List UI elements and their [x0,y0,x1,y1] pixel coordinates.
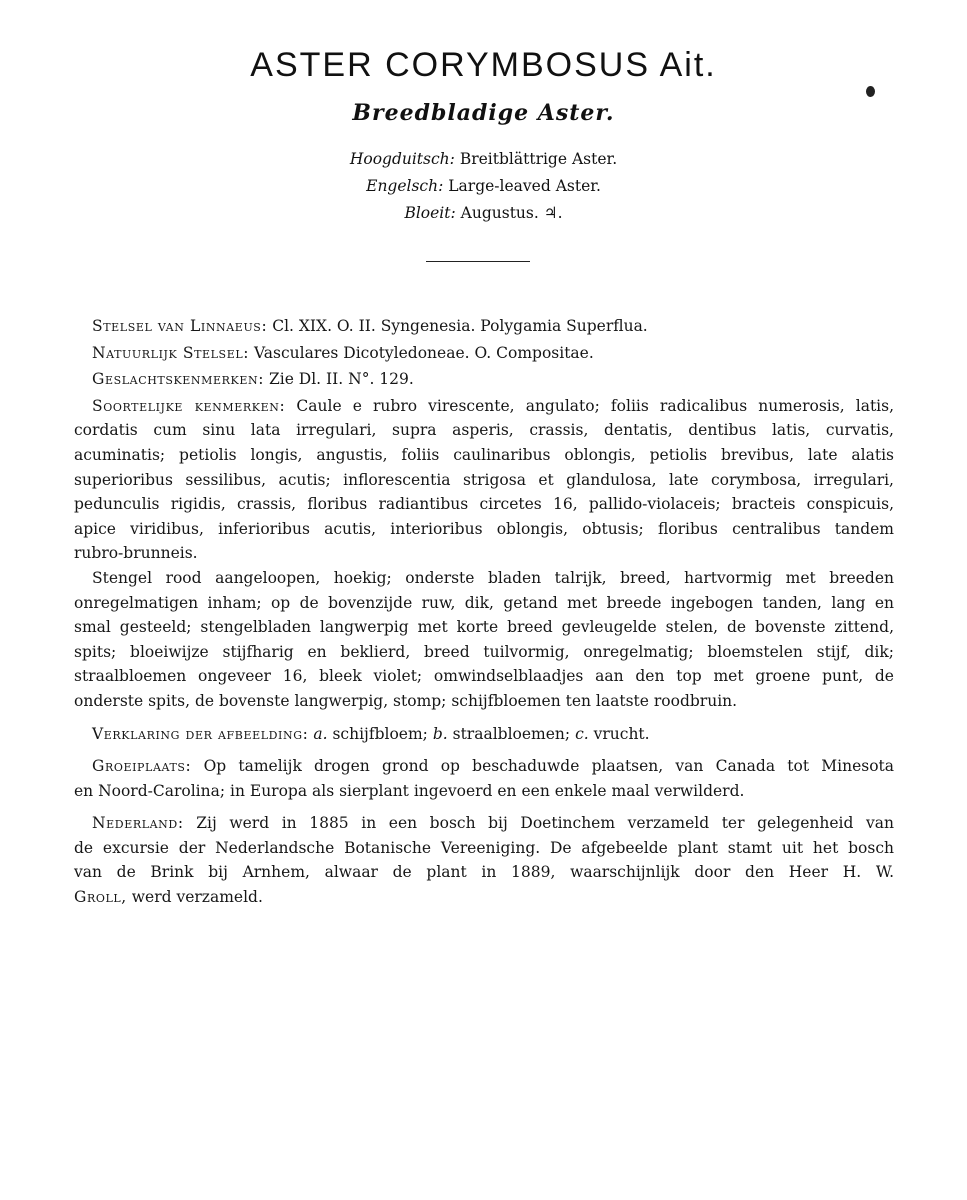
linnaeus-system [74,314,894,339]
flowering-label: Bloeit: [404,204,456,222]
habitat-section [74,754,894,803]
species-label: Soortelijke kenmerken: [92,396,286,415]
vernacular-names [0,146,967,227]
netherlands-line: de excursie der Nederlandsche Botanische Vereeniging. De afgebeelde plant stamt uit het bosch [74,838,894,857]
description-line: onregelmatigen inham; op de bovenzijde ruw, dik, getand met breede ingebogen tanden, lang en [74,593,894,612]
genus-text: Zie Dl. II. N°. 129. [268,370,414,389]
english-label: Engelsch: [366,177,444,195]
description-line: smal gesteeld; stengelbladen langwerpig met korte breed gevleugelde stelen, de bovenste zittend, [74,618,894,637]
german-value: Breitblättrige Aster. [459,150,618,168]
species-line: apice viridibus, inferioribus acutis, interioribus oblongis, obtusis; floribus centralibus tandem [74,519,894,538]
description-line: straalbloemen ongeveer 16, bleek violet; omwindselblaadjes aan den top met groene punt, de [74,667,894,686]
netherlands-line: van de Brink bij Arnhem, alwaar de plant in 1889, waarschijnlijk door den Heer H. W. [74,863,894,882]
species-text: Caule e rubro virescente, angulato; foliis radicalibus numerosis, latis, [296,396,895,415]
netherlands-text: Zij werd in 1885 in een bosch bij Doetinchem verzameld ter gelegenheid van [196,814,894,833]
flowering-value: Augustus. ♃. [460,204,563,222]
netherlands-line [74,811,894,836]
section-divider [426,261,530,262]
german-label: Hoogduitsch: [349,150,455,168]
species-line: rubro-brunneis. [74,544,198,563]
item-b-text: straalbloemen; [452,724,571,743]
species-characters [74,394,894,566]
species-line: cordatis cum sinu lata irregulari, supra asperis, crassis, dentatis, dentibus latis, curvatis, [74,421,894,440]
natural-text: Vasculares Dicotyledoneae. O. Compositae. [254,343,594,362]
netherlands-text-end: werd verzameld. [131,888,263,907]
description-line: onderste spits, de bovenste langwerpig, stomp; schijfbloemen ten laatste roodbruin. [74,691,738,710]
english-name-row [0,173,967,200]
natural-system [74,341,894,366]
species-line: superioribus sessilibus, acutis; inflorescentia strigosa et glandulosa, late corymbosa, irregulari, [74,470,894,489]
netherlands-section [74,811,894,909]
species-line: pedunculis rigidis, crassis, floribus radiantibus circetes 16, pallido-violaceis; bracteis conspicuis, [74,495,894,514]
description-line: spits; bloeiwijze stijfharig en beklierd, breed tuilvormig, onregelmatig; bloemstelen stijf, dik; [74,642,894,661]
netherlands-line [74,885,894,910]
item-c-letter: c. [575,724,589,743]
dutch-description [74,566,894,714]
linnaeus-text: Cl. XIX. O. II. Syngenesia. Polygamia Superflua. [272,317,648,335]
description-body [74,314,894,910]
linnaeus-label: Stelsel van Linnaeus: [92,317,268,335]
habitat-line [74,754,894,779]
species-line [74,394,894,419]
description-line: Stengel rood aangeloopen, hoekig; onderste bladen talrijk, breed, hartvormig met breeden [92,568,894,587]
figure-explanation [74,722,894,747]
habitat-label: Groeiplaats: [92,757,192,776]
natural-label: Natuurlijk Stelsel: [92,343,250,362]
collector-name: Groll, [74,888,127,907]
item-a-letter: a. [313,724,328,743]
netherlands-label: Nederland: [92,814,184,833]
flowering-row [0,200,967,227]
item-b-letter: b. [432,724,448,743]
genus-characters [74,367,894,392]
habitat-text: Op tamelijk drogen grond op beschaduwde plaatsen, van Canada tot Minesota [203,757,894,776]
dutch-name: Breedbladige Aster. [352,100,615,126]
item-a-text: schijfbloem; [332,724,428,743]
page-title: ASTER CORYMBOSUS Ait. [250,46,717,84]
habitat-line: en Noord-Carolina; in Europa als sierplant ingevoerd en een enkele maal verwilderd. [74,781,745,800]
species-line: acuminatis; petiolis longis, angustis, foliis caulinaribus oblongis, petiolis brevibus, late alatis [74,445,894,464]
german-name-row [0,146,967,173]
explanation-label: Verklaring der afbeelding: [92,724,309,743]
english-value: Large-leaved Aster. [448,177,601,195]
ink-speck [866,86,875,97]
genus-label: Geslachtskenmerken: [92,370,265,389]
item-c-text: vrucht. [593,724,650,743]
